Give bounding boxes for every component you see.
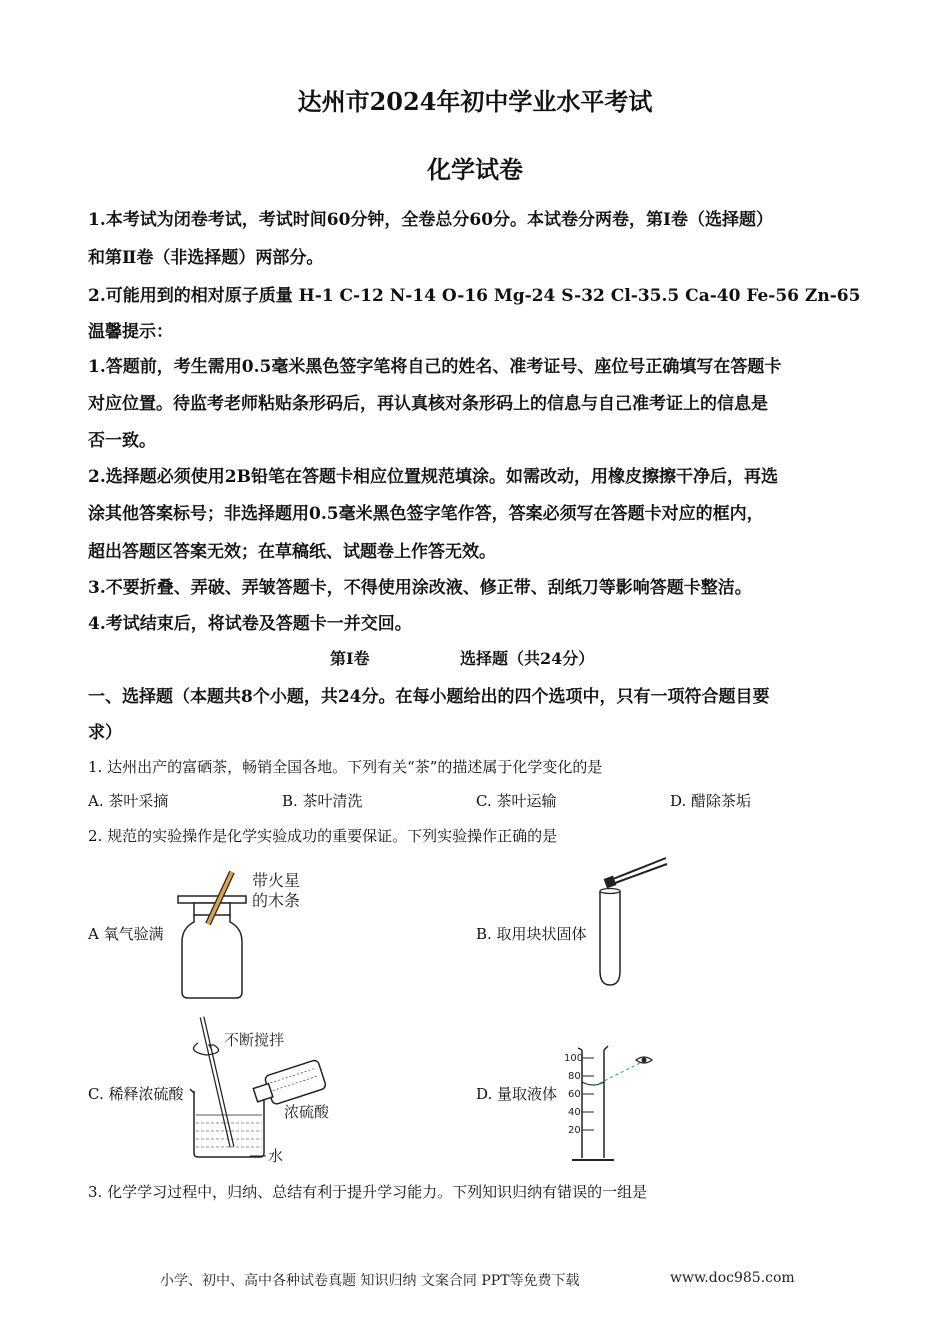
q2-option-d-label: D. 量取液体 bbox=[476, 1085, 558, 1103]
note-line-6: 对应位置。待监考老师粘贴条形码后，再认真核对条形码上的信息与自己准考证上的信息是 bbox=[88, 394, 768, 414]
water-label: 水 bbox=[268, 1147, 284, 1165]
note-line-12: 4.考试结束后，将试卷及答题卡一并交回。 bbox=[88, 614, 412, 634]
part-name: 选择题（共24分） bbox=[460, 649, 595, 668]
section-heading-line-1: 一、选择题（本题共8个小题，共24分。在每小题给出的四个选项中，只有一项符合题目要 bbox=[88, 687, 770, 707]
page-subtitle: 化学试卷 bbox=[427, 155, 523, 184]
note-line-11: 3.不要折叠、弄破、弄皱答题卡，不得使用涂改液、修正带、刮纸刀等影响答题卡整洁。 bbox=[88, 578, 752, 598]
q1-option-d: D. 醋除茶垢 bbox=[670, 792, 752, 810]
q2-stem: 2. 规范的实验操作是化学实验成功的重要保证。下列实验操作正确的是 bbox=[88, 827, 558, 845]
splint-label-line-2: 的木条 bbox=[252, 891, 301, 910]
tick-20: 20 bbox=[568, 1125, 581, 1136]
test-tube-figure bbox=[590, 855, 680, 990]
q2-option-a-label: A 氧气验满 bbox=[88, 925, 164, 943]
tick-100: 100 bbox=[564, 1053, 584, 1064]
note-line-5: 1.答题前，考生需用0.5毫米黑色签字笔将自己的姓名、准考证号、座位号正确填写在答题卡 bbox=[88, 357, 782, 377]
acid-label: 浓硫酸 bbox=[284, 1103, 330, 1121]
note-line-7: 否一致。 bbox=[88, 431, 156, 451]
tick-80: 80 bbox=[568, 1071, 581, 1082]
q1-option-b: B. 茶叶清洗 bbox=[282, 792, 363, 810]
page-title: 达州市2024年初中学业水平考试 bbox=[297, 87, 653, 116]
note-line-9: 涂其他答案标号；非选择题用0.5毫米黑色签字笔作答，答案必须写在答题卡对应的框内， bbox=[88, 504, 764, 524]
q2-option-b-label: B. 取用块状固体 bbox=[476, 925, 587, 943]
section-heading-line-2: 求） bbox=[88, 723, 122, 743]
q3-stem: 3. 化学学习过程中，归纳、总结有利于提升学习能力。下列知识归纳有错误的一组是 bbox=[88, 1183, 648, 1201]
splint-label-line-1: 带火星 bbox=[252, 871, 301, 890]
part-label: 第I卷 bbox=[330, 649, 370, 668]
footer-text: 小学、初中、高中各种试卷真题 知识归纳 文案合同 PPT等免费下载 bbox=[160, 1273, 580, 1289]
note-line-1: 1.本考试为闭卷考试，考试时间60分钟，全卷总分60分。本试卷分两卷，第I卷（选择题） bbox=[88, 210, 774, 230]
q1-option-a: A. 茶叶采摘 bbox=[88, 792, 169, 810]
q2-option-c-label: C. 稀释浓硫酸 bbox=[88, 1085, 184, 1103]
graduated-cylinder-figure bbox=[560, 1030, 670, 1165]
q1-option-c: C. 茶叶运输 bbox=[476, 792, 557, 810]
q1-stem: 1. 达州出产的富硒茶，畅销全国各地。下列有关“茶”的描述属于化学变化的是 bbox=[88, 758, 603, 776]
note-line-4: 温馨提示： bbox=[88, 322, 173, 342]
oxygen-bottle-figure bbox=[170, 860, 320, 1005]
note-line-3: 2.可能用到的相对原子质量 H-1 C-12 N-14 O-16 Mg-24 S-32 Cl-35.5 Ca-40 Fe-56 Zn-65 bbox=[88, 286, 861, 306]
note-line-8: 2.选择题必须使用2B铅笔在答题卡相应位置规范填涂。如需改动，用橡皮擦擦干净后，再选 bbox=[88, 467, 778, 487]
dilution-figure bbox=[180, 1015, 350, 1165]
footer-url[interactable]: www.doc985.com bbox=[670, 1270, 795, 1286]
tick-60: 60 bbox=[568, 1089, 581, 1100]
tick-40: 40 bbox=[568, 1107, 581, 1118]
stir-label: 不断搅拌 bbox=[224, 1031, 285, 1049]
note-line-10: 超出答题区答案无效；在草稿纸、试题卷上作答无效。 bbox=[88, 542, 496, 562]
note-line-2: 和第Ⅱ卷（非选择题）两部分。 bbox=[88, 248, 324, 268]
